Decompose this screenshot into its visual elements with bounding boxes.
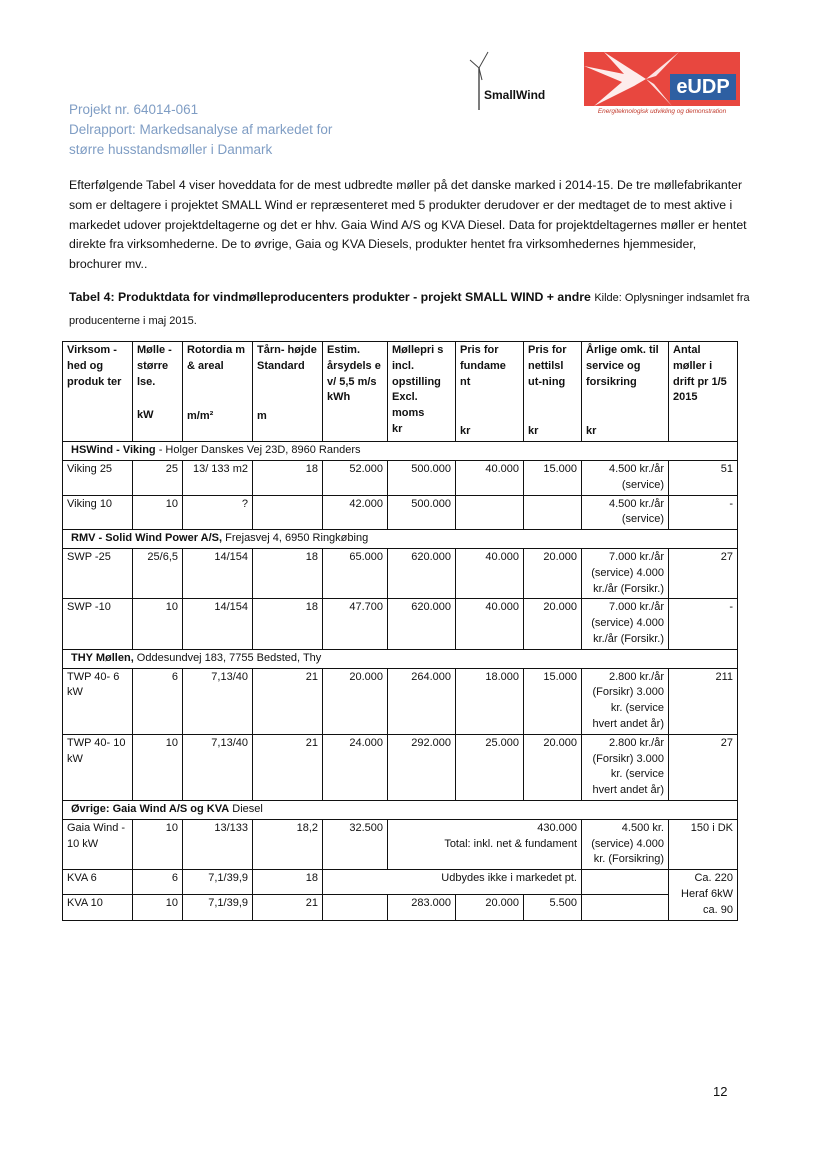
table-row: SWP -25 25/6,5 14/154 18 65.000 620.000 40.000 20.000 7.000 kr./år (service) 4.000 kr./år (Forsikr.) 27 (63, 548, 738, 598)
table-row: KVA 6 6 7,1/39,9 18 Udbydes ikke i markedet pt. Ca. 220 Heraf 6kW ca. 90 (63, 870, 738, 895)
header-cell: Møllepri s incl. opstilling Excl. moms kr (388, 342, 456, 442)
group-row-other: Øvrige: Gaia Wind A/S og KVA Diesel (63, 800, 738, 819)
report-subtitle: større husstandsmøller i Danmark (69, 142, 273, 157)
table-row: KVA 10 10 7,1/39,9 21 283.000 20.000 5.500 (63, 895, 738, 920)
eudp-tagline: Energiteknologisk udvikling og demonstration (597, 108, 727, 115)
header-cell: Pris for nettilsl ut-ning kr (524, 342, 582, 442)
eudp-logo (580, 52, 744, 120)
table-row: TWP 40- 10 kW 10 7,13/40 21 24.000 292.000 25.000 20.000 2.800 kr./år (Forsikr) 3.000 kr. (service hvert andet år) 27 (63, 734, 738, 800)
table-header-row (63, 342, 738, 442)
group-row-hswind: HSWind - Viking - Holger Danskes Vej 23D, 8960 Randers (63, 442, 738, 461)
table-row: Viking 10 10 ? 42.000 500.000 4.500 kr./år (service) - (63, 495, 738, 530)
eudp-logo-box (584, 52, 740, 106)
smallwind-logo-text: SmallWind (484, 88, 546, 102)
smallwind-logo (458, 50, 558, 112)
header-cell: Pris for fundame nt kr (456, 342, 524, 442)
project-info (69, 100, 332, 160)
table-caption-title: Tabel 4: Produktdata for vindmølleproducenters produkter - projekt SMALL WIND + andre (69, 290, 591, 304)
group-row-thy: THY Møllen, Oddesundvej 183, 7755 Bedsted, Thy (63, 649, 738, 668)
header-cell: Antal møller i drift pr 1/5 2015 (669, 342, 738, 442)
table-row: Viking 25 25 13/ 133 m2 18 52.000 500.000 40.000 15.000 4.500 kr./år (service) 51 (63, 460, 738, 495)
header-cell: Tårn- højde Standard m (253, 342, 323, 442)
table-row: Gaia Wind - 10 kW 10 13/133 18,2 32.500 430.000 Total: inkl. net & fundament 4.500 kr. (service) 4.000 kr. (Forsikring) 150 i DK (63, 819, 738, 869)
project-number: Projekt nr. 64014-061 (69, 102, 199, 117)
header-cell: Virksom -hed og produk ter (63, 342, 133, 442)
intro-paragraph: Efterfølgende Tabel 4 viser hoveddata for de mest udbredte møller på det danske marked i 2014-15. De tre møllefabrikanter som er deltagere i projektet SMALL Wind er repræsenteret med 5 produkter derudover er der medtaget de to mest aktive i markedet udover projektdeltagerne og det er hhv. Gaia Wind A/S og KVA Diesel. Data for projektdeltagernes møller er hentet direkte fra virksomhederne. De to øvrige, Gaia og KVA Diesels, produkter hentet fra virksomhedernes hjemmesider, brochurer mv.. (69, 178, 747, 272)
header-cell: Årlige omk. til service og forsikring kr (582, 342, 669, 442)
header-cell: Estim. årsydels e v/ 5,5 m/s kWh (323, 342, 388, 442)
table-row: TWP 40- 6 kW 6 7,13/40 21 20.000 264.000 18.000 15.000 2.800 kr./år (Forsikr) 3.000 kr. (service hvert andet år) 211 (63, 668, 738, 734)
eudp-logo-text: eUDP (670, 74, 736, 100)
product-data-table (62, 341, 738, 921)
wind-turbine-icon (464, 50, 494, 112)
group-row-rmv: RMV - Solid Wind Power A/S, Frejasvej 4, 6950 Ringkøbing (63, 530, 738, 549)
table-caption (69, 286, 759, 332)
report-title: Delrapport: Markedsanalyse af markedet for (69, 122, 333, 137)
table-caption-source: Kilde: Oplysninger indsamlet fra producenterne i maj 2015. (69, 292, 750, 327)
header-cell: Rotordia m & areal m/m² (183, 342, 253, 442)
header-cell: Mølle - større lse. kW (133, 342, 183, 442)
page-number: 12 (713, 1084, 728, 1099)
table-row: SWP -10 10 14/154 18 47.700 620.000 40.000 20.000 7.000 kr./år (service) 4.000 kr./år (Forsikr.) - (63, 599, 738, 649)
